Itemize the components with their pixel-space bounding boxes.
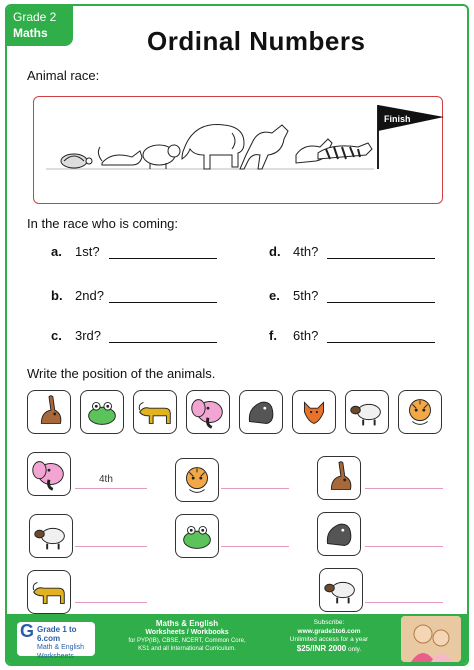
tiger-icon xyxy=(175,458,219,502)
finish-flag xyxy=(378,105,444,169)
answer-blank[interactable] xyxy=(109,247,217,259)
seal-icon xyxy=(239,390,283,434)
question-ordinal: 1st? xyxy=(75,244,100,259)
footer-subtitle: Worksheets / Workbooks xyxy=(145,629,229,636)
answer-line[interactable] xyxy=(75,488,147,489)
question-f xyxy=(269,328,435,343)
question-letter: d. xyxy=(269,244,281,259)
subject-label: Maths xyxy=(13,26,48,40)
question-ordinal: 5th? xyxy=(293,288,319,303)
footer-title: Maths & English xyxy=(155,619,219,628)
answer-blank[interactable] xyxy=(327,247,435,259)
footer-curriculum-1: for PYP(IB), CBSE, NCERT, Common Core, xyxy=(128,638,246,644)
race-illustration xyxy=(34,97,444,205)
rabbit-icon xyxy=(317,456,361,500)
tiger-icon xyxy=(398,390,442,434)
subscribe-link[interactable]: www.grade1to6.com xyxy=(297,627,361,635)
question-c xyxy=(51,328,217,343)
footer-subscribe xyxy=(269,619,389,654)
answer-line[interactable] xyxy=(365,488,443,489)
answer-line[interactable] xyxy=(221,488,289,489)
fox-icon xyxy=(292,390,336,434)
example-answer: 4th xyxy=(99,474,113,485)
question-ordinal: 6th? xyxy=(293,328,319,343)
subscribe-access: Unlimited access for a year xyxy=(289,636,369,643)
logo-title: Grade 1 to 6.com xyxy=(37,625,77,643)
answer-line[interactable] xyxy=(221,546,289,547)
logo-subtitle: Math & English Worksheets xyxy=(37,644,85,660)
answer-blank[interactable] xyxy=(109,331,217,343)
elephant-icon xyxy=(186,390,230,434)
question-b xyxy=(51,288,217,303)
question-ordinal: 4th? xyxy=(293,244,319,259)
question-ordinal: 3rd? xyxy=(75,328,102,343)
footer-banner xyxy=(7,614,467,664)
answer-line[interactable] xyxy=(365,546,443,547)
sheep-icon xyxy=(345,390,389,434)
subscribe-label: Subscribe: xyxy=(313,619,345,626)
family-photo xyxy=(401,616,461,662)
sheep-icon xyxy=(319,568,363,612)
turtle-icon xyxy=(61,154,92,168)
seal-icon xyxy=(317,512,361,556)
answer-blank[interactable] xyxy=(327,291,435,303)
frog-icon xyxy=(175,514,219,558)
answer-line[interactable] xyxy=(75,602,147,603)
footer-info xyxy=(107,619,267,653)
rabbit-icon xyxy=(27,390,71,434)
question-letter: a. xyxy=(51,244,62,259)
answer-line[interactable] xyxy=(75,546,147,547)
race-question-label: In the race who is coming: xyxy=(27,216,179,231)
cat-icon xyxy=(98,147,142,165)
page-title: Ordinal Numbers xyxy=(147,26,366,56)
race-illustration-box xyxy=(33,96,443,204)
positions-label: Write the position of the animals. xyxy=(27,366,216,381)
subscribe-only: only. xyxy=(346,645,362,653)
grade-label: Grade 2 xyxy=(13,10,57,24)
answer-blank[interactable] xyxy=(327,331,435,343)
animal-race-label: Animal race: xyxy=(27,68,100,83)
question-letter: e. xyxy=(269,288,280,303)
footer-curriculum-2: KS1 and all International Curriculum. xyxy=(138,646,236,652)
elephant-icon xyxy=(27,452,71,496)
question-e xyxy=(269,288,435,303)
grade-badge xyxy=(7,6,73,46)
question-ordinal: 2nd? xyxy=(75,288,104,303)
frog-icon xyxy=(80,390,124,434)
question-letter: f. xyxy=(269,328,277,343)
site-logo[interactable] xyxy=(17,621,95,660)
question-a xyxy=(51,244,217,259)
horse-icon xyxy=(240,125,288,169)
question-letter: b. xyxy=(51,288,63,303)
elephant-icon xyxy=(182,125,244,170)
question-d xyxy=(269,244,435,259)
sheep-icon xyxy=(29,514,73,558)
finish-label: Finish xyxy=(384,114,411,124)
subscribe-price: $25/INR 2000 xyxy=(296,643,347,653)
ox-icon xyxy=(133,390,177,434)
answer-blank[interactable] xyxy=(109,291,217,303)
answer-line[interactable] xyxy=(365,602,443,603)
worksheet-page xyxy=(5,4,469,666)
question-letter: c. xyxy=(51,328,62,343)
pig-icon xyxy=(143,145,180,169)
logo-icon: G xyxy=(20,621,35,641)
ox-icon xyxy=(27,570,71,614)
